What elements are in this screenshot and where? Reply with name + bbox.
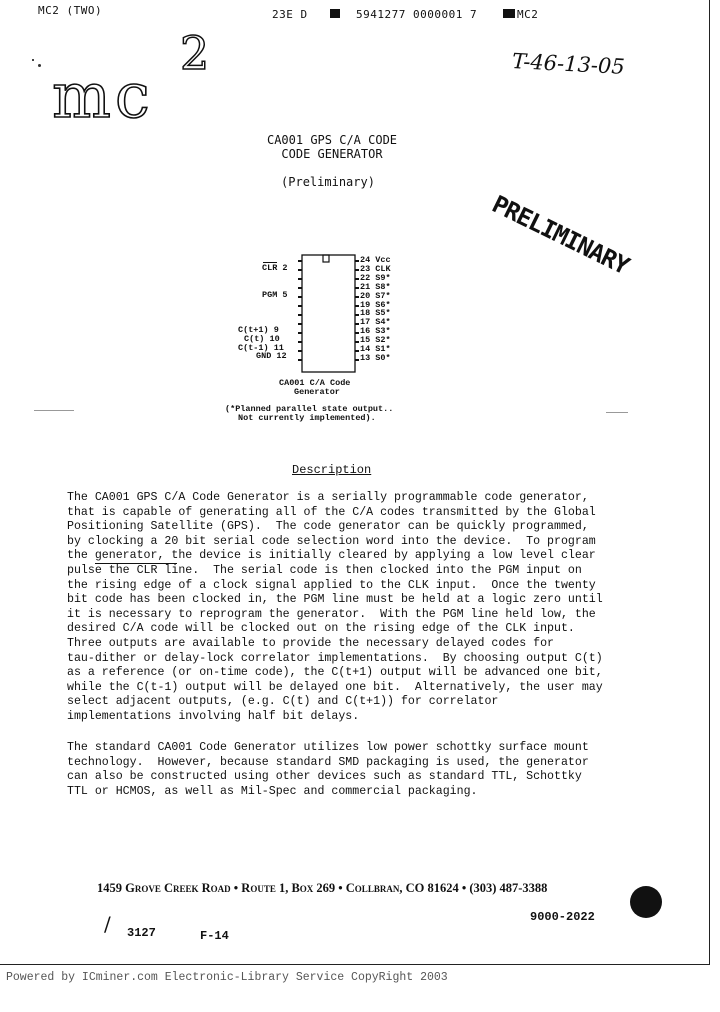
text-line: select adjacent outputs, (e.g. C(t) and C(t+1)) for correlator bbox=[67, 695, 499, 709]
scan-block-icon bbox=[330, 9, 340, 18]
chip-notch bbox=[323, 255, 329, 262]
text-line: tau-dither or delay-lock correlator implementations. By choosing output C(t) bbox=[67, 651, 603, 665]
pin-label-right: 17 S4* bbox=[360, 317, 391, 328]
pin-label-right: 24 Vcc bbox=[360, 255, 391, 265]
footer-right-number: 9000-2022 bbox=[530, 910, 595, 924]
document-title-line1: CA001 GPS C/A CODE bbox=[266, 133, 398, 147]
pin-label-gnd: GND 12 bbox=[256, 351, 287, 361]
punch-hole-icon bbox=[630, 886, 662, 918]
generator-underline bbox=[95, 563, 155, 564]
handwritten-reference: T-46-13-05 bbox=[511, 49, 626, 79]
footer-left-number: 3127 bbox=[127, 926, 156, 940]
clr-text-overbar bbox=[155, 563, 177, 564]
text-line: The standard CA001 Code Generator utilizes low power schottky surface mount bbox=[67, 741, 589, 754]
chip-caption-line1: CA001 C/A Code bbox=[279, 378, 351, 388]
logo-superscript: 2 bbox=[180, 26, 210, 80]
chip-note-line2: Not currently implemented). bbox=[238, 413, 376, 423]
pin-label-ct-minus: C(t-1) 11 bbox=[238, 343, 284, 353]
pin-label-clr: CLR 2 bbox=[262, 263, 288, 273]
pin-label-right: 16 S3* bbox=[360, 326, 391, 337]
chip-caption-line2: Generator bbox=[294, 387, 340, 397]
header-scan-line: 23E D bbox=[272, 8, 308, 21]
company-address: 1459 Grove Creek Road • Route 1, Box 269 • Collbran, CO 81624 • (303) 487-3388 bbox=[97, 881, 548, 895]
text-line: can also be constructed using other devices such as standard TTL, Schottky bbox=[67, 770, 582, 784]
pin-label-right: 22 S9* bbox=[360, 272, 391, 283]
company-logo bbox=[42, 26, 210, 151]
text-line: the generator, the device is initially cleared by applying a low level clear bbox=[67, 549, 596, 563]
pin-label-right: 18 S5* bbox=[360, 308, 391, 319]
pin-label-right: 21 S8* bbox=[360, 281, 391, 292]
footer-form-number: F-14 bbox=[200, 929, 229, 943]
scan-block-icon bbox=[503, 9, 515, 18]
text-line: bit code has been clocked in, the PGM line must be held at a logic zero until bbox=[67, 593, 603, 607]
text-line: desired C/A code will be clocked out on the rising edge of the CLK input. bbox=[67, 622, 575, 636]
header-left-code: MC2 (TWO) bbox=[38, 4, 103, 17]
pin-label-pgm: PGM 5 bbox=[262, 290, 288, 300]
logo-text: mc bbox=[52, 59, 154, 132]
text-line: Positioning Satellite (GPS). The code generator can be quickly programmed, bbox=[67, 520, 589, 534]
text-line: TTL or HCMOS, as well as Mil-Spec and commercial packaging. bbox=[67, 784, 478, 798]
description-paragraph-2 bbox=[67, 741, 589, 799]
text-line: that is capable of generating all of the C/A codes transmitted by the Global bbox=[67, 505, 596, 519]
text-line: the rising edge of a clock signal applied to the CLK input. Once the twenty bbox=[67, 578, 596, 592]
right-pin-list bbox=[360, 256, 391, 363]
clr-overbar bbox=[263, 262, 277, 263]
text-line: while the C(t-1) output will be delayed one bit. Alternatively, the user may bbox=[67, 680, 603, 694]
header-scan-tail: MC2 bbox=[517, 8, 539, 21]
description-paragraph-1 bbox=[67, 491, 603, 725]
pin-label-right: 20 S7* bbox=[360, 290, 391, 301]
pin-label-ct-plus: C(t+1) 9 bbox=[238, 325, 279, 335]
watermark: Powered by ICminer.com Electronic-Library Service CopyRight 2003 bbox=[6, 971, 448, 984]
pin-label-right: 13 S0* bbox=[360, 352, 391, 363]
header-scan-number: 5941277 0000001 7 bbox=[356, 8, 478, 21]
tick-mark: / bbox=[104, 912, 111, 936]
text-line: technology. However, because standard SMD packaging is used, the generator bbox=[67, 755, 589, 769]
scan-speck bbox=[34, 410, 74, 411]
logo-dot bbox=[38, 64, 41, 67]
document-title-line2: CODE GENERATOR bbox=[281, 147, 383, 161]
scan-speck bbox=[32, 59, 34, 61]
scan-speck bbox=[606, 412, 628, 413]
document-status: (Preliminary) bbox=[281, 175, 375, 189]
chip-body bbox=[302, 255, 355, 372]
chip-note-line1: (*Planned parallel state output.. bbox=[225, 404, 394, 414]
pin-label-right: 23 CLK bbox=[360, 263, 391, 274]
pin-label-right: 15 S2* bbox=[360, 335, 391, 346]
pin-label-right: 14 S1* bbox=[360, 344, 391, 355]
pin-label-ct: C(t) 10 bbox=[244, 334, 280, 344]
text-line: implementations involving half bit delays. bbox=[67, 709, 360, 723]
text-line: it is necessary to reprogram the generator. With the PGM line held low, the bbox=[67, 607, 596, 621]
description-heading: Description bbox=[292, 463, 372, 477]
pin-label-right: 19 S6* bbox=[360, 299, 391, 310]
text-line: pulse the CLR line. The serial code is then clocked into the PGM input on bbox=[67, 563, 582, 577]
text-line: Three outputs are available to provide the necessary delayed codes for bbox=[67, 636, 555, 650]
preliminary-stamp: PRELIMINARY bbox=[487, 190, 633, 281]
text-line: The CA001 GPS C/A Code Generator is a serially programmable code generator, bbox=[67, 491, 589, 504]
text-line: by clocking a 20 bit serial code selection word into the device. To program bbox=[67, 534, 596, 548]
text-line: as a reference (or on-time code), the C(t+1) output will be advanced one bit, bbox=[67, 666, 603, 680]
